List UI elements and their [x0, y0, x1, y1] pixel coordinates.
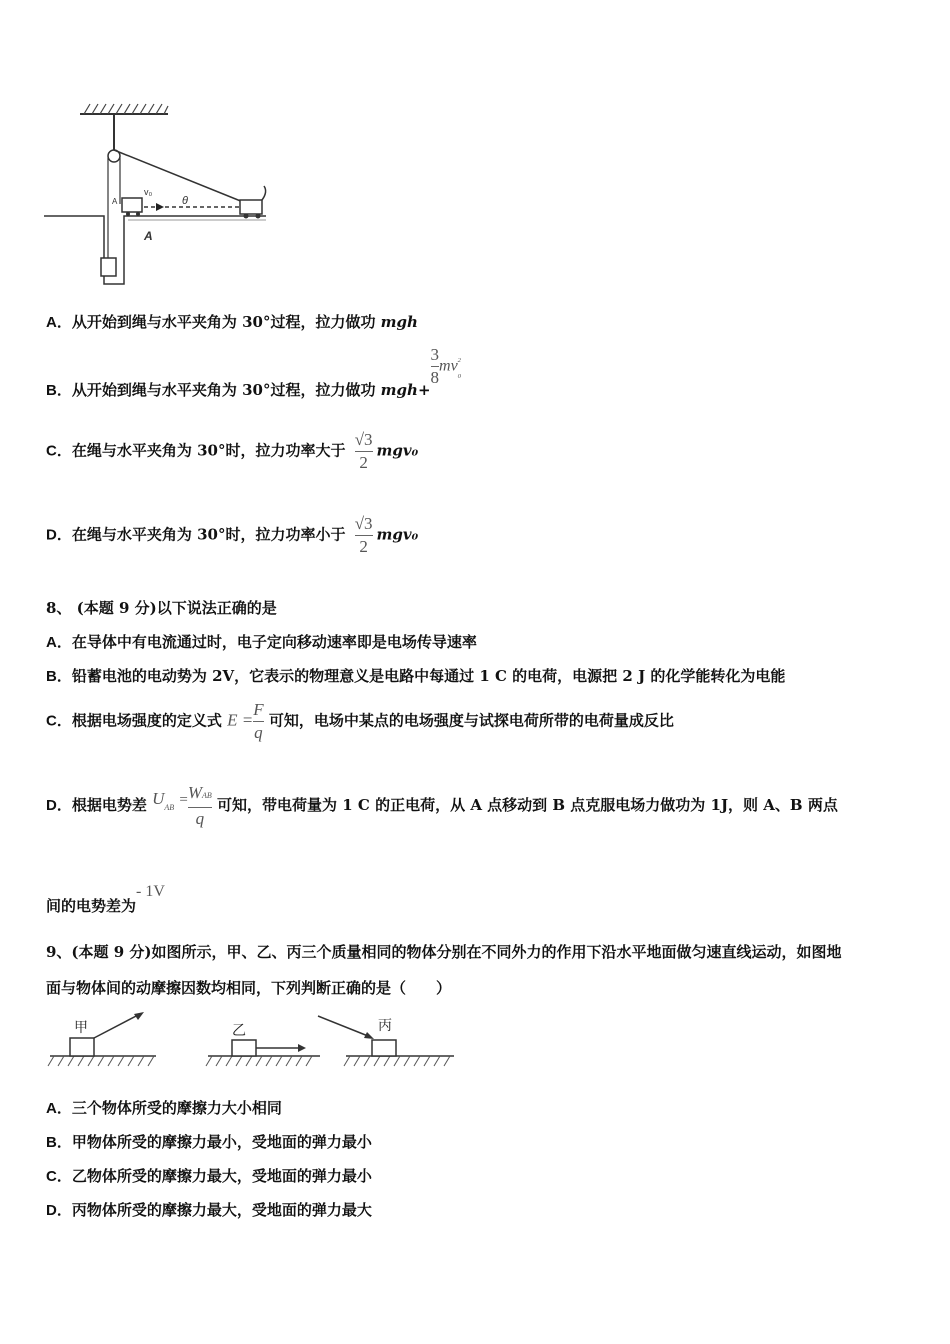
label-theta: θ [182, 195, 188, 207]
label-jia: 甲 [74, 1019, 88, 1035]
q8-option-b: B．铅蓄电池的电动势为 2V，它表示的物理意义是电路中每通过 1 C 的电荷，电源把 2 J 的化学能转化为电能 [46, 667, 786, 685]
q9-option-c: C．乙物体所受的摩擦力最大，受地面的弹力最小 [46, 1167, 372, 1185]
pulley-figure [44, 100, 270, 286]
q9-option-d: D．丙物体所受的摩擦力最大，受地面的弹力最大 [46, 1201, 372, 1219]
q9-stem-line2: 面与物体间的动摩擦因数均相同，下列判断正确的是（ ） [46, 979, 452, 997]
fraction: $\frac{3}{8}$ [430, 345, 440, 387]
q9-stem-line1: 9、(本题 9 分)如图所示，甲、乙、丙三个质量相同的物体分别在不同外力的作用下沿水平地面做匀速直线运动，如图地 [46, 943, 842, 961]
q8-option-d: D．根据电势差 UAB = $\frac{\text{WAB}}{q}$ 可知，带电荷量为 1 C 的正电荷，从 A 点移动到 B 点克服电场力做功为 1J，则 A、B 两点 [46, 783, 838, 828]
q8-option-a: A．在导体中有电流通过时，电子定向移动速率即是电场传导速率 [46, 633, 477, 651]
label-A-small: A [112, 197, 118, 206]
q9-option-b: B．甲物体所受的摩擦力最小，受地面的弹力最小 [46, 1133, 372, 1151]
fraction: $\frac{√3}{2}$ [354, 514, 373, 556]
q8-stem: 8、 (本题 9 分)以下说法正确的是 [46, 599, 277, 617]
label-yi: 乙 [232, 1022, 246, 1038]
q9-option-a: A．三个物体所受的摩擦力大小相同 [46, 1099, 282, 1117]
forces-figure [44, 1008, 458, 1076]
q7-option-d: D．在绳与水平夹角为 30°时，拉力功率小于 $\frac{√3}{2}$ mgv₀ [46, 514, 419, 556]
q8-option-c: C．根据电场强度的定义式 E = $\frac{F}{q}$ 可知，电场中某点的电场强度与试探电荷所带的电荷量成反比 [46, 700, 674, 742]
label-A: A [144, 229, 153, 243]
fraction: $\frac{F}{q}$ [253, 700, 264, 742]
q8-continuation: 间的电势差为- 1V [46, 883, 165, 915]
fraction: $\frac{\text{WAB}}{q}$ [187, 783, 212, 828]
label-v0: v₀ [144, 187, 153, 197]
fraction: $\frac{√3}{2}$ [354, 430, 373, 472]
q7-option-b: B．从开始到绳与水平夹角为 30°过程，拉力做功 mgh+ $\frac{3}{8}$ mv 2 0 [46, 345, 461, 399]
label-bing: 丙 [378, 1017, 392, 1033]
q7-option-a: A．从开始到绳与水平夹角为 30°过程，拉力做功 mgh [46, 313, 418, 331]
q7-option-c: C．在绳与水平夹角为 30°时，拉力功率大于 $\frac{√3}{2}$ mgv₀ [46, 430, 419, 472]
